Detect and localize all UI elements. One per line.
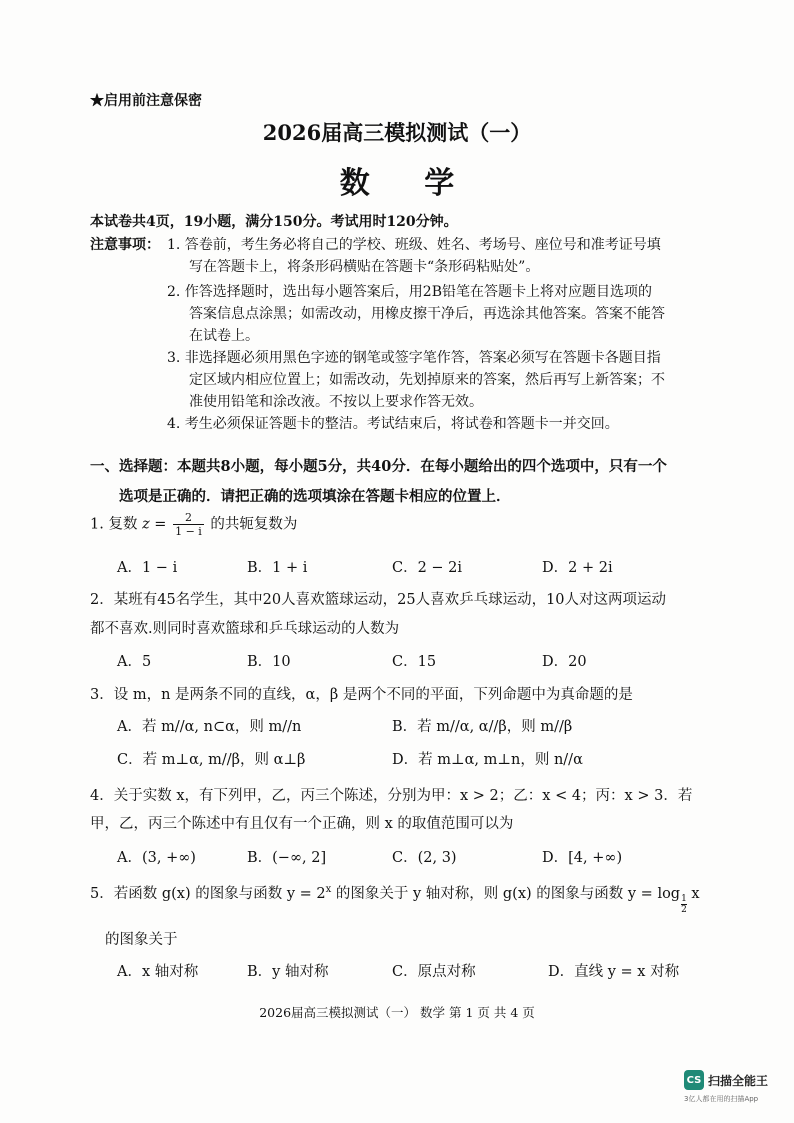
- q5-option-a: A．x 轴对称: [117, 964, 199, 980]
- confidential-note: ★启用前注意保密: [90, 93, 202, 109]
- note-4-line-1: 4. 考生必须保证答题卡的整洁。考试结束后，将试卷和答题卡一并交回。: [167, 416, 619, 432]
- note-1-line-1: 1. 答卷前，考生务必将自己的学校、班级、姓名、考场号、座位号和准考证号填: [167, 237, 661, 253]
- q2-option-b: B．10: [247, 654, 291, 670]
- q5-option-b: B．y 轴对称: [247, 964, 329, 980]
- question-4-line-1: 4．关于实数 x，有下列甲，乙，丙三个陈述，分别为甲：x > 2；乙：x < 4；丙：x > 3．若: [90, 788, 693, 804]
- q3-option-a: A．若 m//α, n⊂α，则 m//n: [117, 719, 302, 735]
- q2-option-d: D．20: [542, 654, 587, 670]
- question-2-line-2: 都不喜欢.则同时喜欢篮球和乒乓球运动的人数为: [90, 621, 400, 637]
- q2-option-c: C．15: [392, 654, 437, 670]
- question-3-stem: 3．设 m，n 是两条不同的直线，α，β 是两个不同的平面，下列命题中为真命题的是: [90, 687, 633, 703]
- scanner-brand: 扫描全能王: [708, 1074, 769, 1088]
- note-1-line-2: 写在答题卡上，将条形码横贴在答题卡“条形码粘贴处”。: [189, 259, 540, 275]
- section-heading: 一、选择题：本题共8小题，每小题5分，共40分．在每小题给出的四个选项中，只有一个: [90, 458, 667, 475]
- q1-prefix: 1. 复数: [90, 516, 138, 533]
- q5-exponent: x: [325, 884, 332, 896]
- scanner-logo: CS: [684, 1070, 704, 1090]
- q5-option-c: C．原点对称: [392, 964, 476, 980]
- note-3-line-1: 3. 非选择题必须用黑色字迹的钢笔或签字笔作答，答案必须写在答题卡各题目指: [167, 350, 661, 366]
- q5-part-3: x: [686, 886, 700, 902]
- q1-option-d: D．2 + 2i: [542, 560, 613, 576]
- q1-option-c: C．2 − 2i: [392, 560, 463, 576]
- q3-option-b: B．若 m//α, α//β，则 m//β: [392, 719, 573, 735]
- q1-option-b: B．1 + i: [247, 560, 308, 576]
- note-2-line-2: 答案信息点涂黑；如需改动，用橡皮擦干净后，再选涂其他答案。答案不能答: [189, 306, 665, 322]
- q1-frac-num: 2: [173, 511, 204, 525]
- subject-title: 数 学: [339, 166, 477, 201]
- scanner-tagline: 3亿人都在用的扫描App: [684, 1095, 759, 1103]
- exam-summary: 本试卷共4页，19小题，满分150分。考试用时120分钟。: [90, 214, 458, 230]
- q4-option-d: D．[4, +∞): [542, 850, 623, 866]
- exam-title: 2026届高三模拟测试（一）: [262, 120, 532, 145]
- q1-option-a: A．1 − i: [117, 560, 178, 576]
- page-footer: 2026届高三模拟测试（一） 数学 第 1 页 共 4 页: [259, 1005, 535, 1020]
- q1-suffix: 的共轭复数为: [210, 516, 298, 533]
- note-2-line-3: 在试卷上。: [189, 328, 259, 344]
- section-heading-cont: 选项是正确的．请把正确的选项填涂在答题卡相应的位置上．: [119, 488, 511, 505]
- q3-option-c: C．若 m⊥α, m//β，则 α⊥β: [117, 752, 306, 768]
- q5-base-den: 2: [681, 905, 687, 915]
- q5-part-2: 的图象关于 y 轴对称，则 g(x) 的图象与函数 y = log: [331, 886, 681, 902]
- q3-option-d: D．若 m⊥α, m⊥n，则 n//α: [392, 752, 583, 768]
- q5-part-1: 5．若函数 g(x) 的图象与函数 y = 2: [90, 886, 326, 902]
- q1-frac-den: 1 − i: [175, 525, 202, 538]
- question-4-line-2: 甲，乙，丙三个陈述中有且仅有一个正确，则 x 的取值范围可以为: [90, 816, 514, 832]
- question-1-stem: [90, 511, 297, 538]
- notes-label: 注意事项：: [90, 237, 160, 253]
- q4-option-b: B．(−∞, 2]: [247, 850, 327, 866]
- q1-z-eq: z =: [142, 516, 167, 533]
- note-3-line-3: 准使用铅笔和涂改液。不按以上要求作答无效。: [189, 394, 483, 410]
- note-3-line-2: 定区域内相应位置上；如需改动，先划掉原来的答案，然后再写上新答案；不: [189, 372, 665, 388]
- note-2-line-1: 2. 作答选择题时，选出每小题答案后，用2B铅笔在答题卡上将对应题目选项的: [167, 284, 653, 300]
- question-5-line-1: [90, 882, 700, 915]
- q4-option-a: A．(3, +∞): [117, 850, 196, 866]
- question-5-line-2: 的图象关于: [105, 932, 178, 948]
- q1-fraction: [173, 511, 204, 538]
- q5-option-d: D．直线 y = x 对称: [548, 964, 680, 980]
- q5-base-num: 1: [681, 894, 687, 904]
- q4-option-c: C．(2, 3): [392, 850, 457, 866]
- q2-option-a: A．5: [117, 654, 152, 670]
- question-2-line-1: 2．某班有45名学生，其中20人喜欢篮球运动，25人喜欢乒乓球运动，10人对这两项运动: [90, 592, 667, 608]
